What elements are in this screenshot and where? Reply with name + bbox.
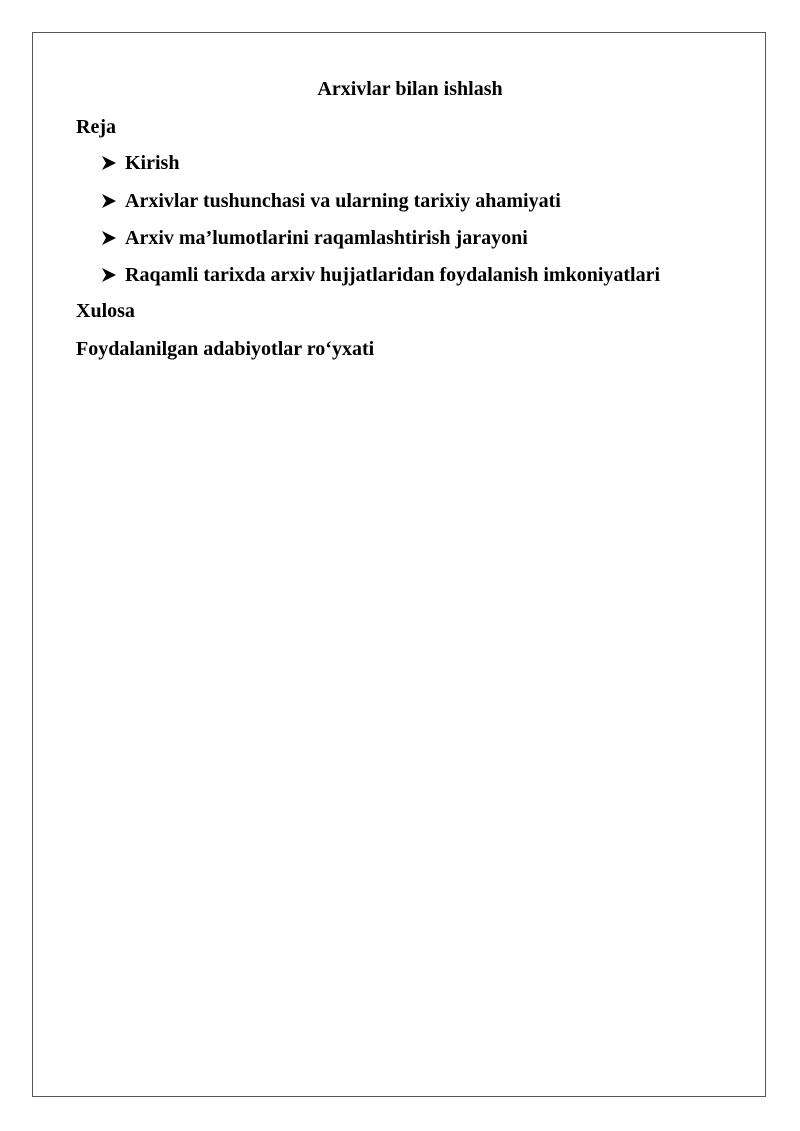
- plan-heading: Reja: [76, 116, 116, 138]
- arrowhead-bullet-icon: [101, 267, 117, 283]
- plan-item-label: Arxivlar tushunchasi va ularning tarixiy ahamiyati: [125, 190, 561, 212]
- plan-item-intro: [101, 151, 179, 175]
- plan-item-label: Kirish: [125, 152, 180, 174]
- plan-item-digital-history: [101, 263, 660, 287]
- plan-item-archives-concept: [101, 189, 561, 213]
- references-heading: Foydalanilgan adabiyotlar ro‘yxati: [76, 338, 375, 360]
- document-title: Arxivlar bilan ishlash: [317, 78, 503, 100]
- arrowhead-bullet-icon: [101, 193, 117, 209]
- plan-item-label: Raqamli tarixda arxiv hujjatlaridan foydalanish imkoniyatlari: [125, 264, 661, 286]
- plan-item-digitization: [101, 226, 528, 250]
- plan-item-label: Arxiv ma’lumotlarini raqamlashtirish jarayoni: [125, 227, 528, 249]
- conclusion-heading: Xulosa: [76, 300, 135, 322]
- arrowhead-bullet-icon: [101, 230, 117, 246]
- arrowhead-bullet-icon: [101, 155, 117, 171]
